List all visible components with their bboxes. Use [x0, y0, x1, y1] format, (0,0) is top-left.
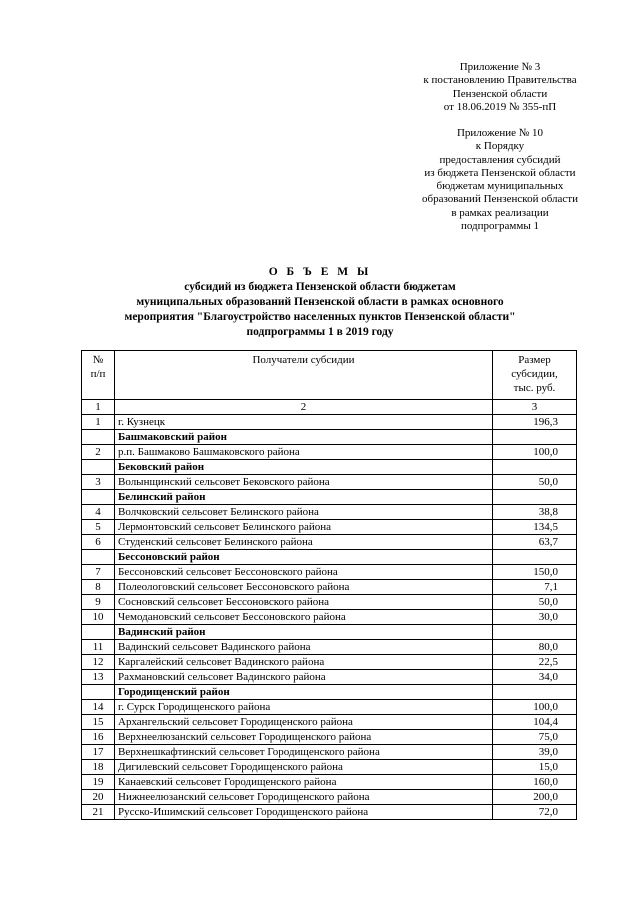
- table-row: [82, 595, 577, 610]
- row-recipient: Русско-Ишимский сельсовет Городищенского района: [115, 805, 493, 820]
- row-num: 19: [82, 775, 115, 790]
- appendix-line: в рамках реализации: [451, 206, 549, 219]
- title-line: субсидий из бюджета Пензенской области бюджетам: [184, 281, 456, 293]
- row-amount: 50,0: [493, 595, 577, 610]
- region-row: [82, 550, 577, 565]
- row-num: 5: [82, 520, 115, 535]
- row-amount: 200,0: [493, 790, 577, 805]
- table-row: [82, 775, 577, 790]
- row-amount: 15,0: [493, 760, 577, 775]
- row-num: 20: [82, 790, 115, 805]
- row-recipient: Сосновский сельсовет Бессоновского района: [115, 595, 493, 610]
- row-amount: 80,0: [493, 640, 577, 655]
- row-recipient: г. Сурск Городищенского района: [115, 700, 493, 715]
- region-name: Бековский район: [115, 460, 493, 475]
- row-amount: 7,1: [493, 580, 577, 595]
- row-amount: 63,7: [493, 535, 577, 550]
- region-row: [82, 460, 577, 475]
- table-row: [82, 760, 577, 775]
- appendix-line: образований Пензенской области: [421, 193, 578, 206]
- row-num: 11: [82, 640, 115, 655]
- title-line: подпрограммы 1 в 2019 году: [246, 326, 394, 338]
- row-amount: 22,5: [493, 655, 577, 670]
- row-recipient: Бессоновский сельсовет Бессоновского района: [115, 565, 493, 580]
- row-recipient: Лермонтовский сельсовет Белинского района: [115, 520, 493, 535]
- appendix-line: Пензенской области: [452, 87, 548, 100]
- header-amount-line: тыс. руб.: [513, 382, 556, 394]
- row-recipient: Верхнешкафтинский сельсовет Городищенского района: [115, 745, 493, 760]
- row-amount: 50,0: [493, 475, 577, 490]
- title-line: муниципальных образований Пензенской области в рамках основного: [136, 296, 504, 308]
- region-value-cell: [493, 550, 577, 565]
- table-row: [82, 700, 577, 715]
- row-amount: 38,8: [493, 505, 577, 520]
- row-recipient: Нижнеелюзанский сельсовет Городищенского района: [115, 790, 493, 805]
- region-num-cell: [82, 490, 115, 505]
- header-amount-line: субсидии,: [511, 368, 558, 380]
- row-amount: 100,0: [493, 445, 577, 460]
- row-recipient: г. Кузнецк: [115, 415, 493, 430]
- row-num: 16: [82, 730, 115, 745]
- row-amount: 196,3: [493, 415, 577, 430]
- row-amount: 150,0: [493, 565, 577, 580]
- table-row: [82, 730, 577, 745]
- region-name: Городищенский район: [115, 685, 493, 700]
- table-row: [82, 670, 577, 685]
- region-row: [82, 625, 577, 640]
- region-value-cell: [493, 460, 577, 475]
- row-num: 8: [82, 580, 115, 595]
- row-num: 13: [82, 670, 115, 685]
- row-num: 1: [82, 415, 115, 430]
- row-num: 21: [82, 805, 115, 820]
- index-cell: 2: [115, 400, 493, 415]
- row-amount: 39,0: [493, 745, 577, 760]
- row-recipient: Канаевский сельсовет Городищенского района: [115, 775, 493, 790]
- table-index-row: [82, 400, 577, 415]
- region-num-cell: [82, 430, 115, 445]
- table-row: [82, 610, 577, 625]
- header-num-line: №: [92, 354, 104, 366]
- appendix-line: Приложение № 10: [456, 127, 544, 139]
- row-num: 4: [82, 505, 115, 520]
- row-amount: 34,0: [493, 670, 577, 685]
- row-recipient: Чемодановский сельсовет Бессоновского района: [115, 610, 493, 625]
- header-num: [82, 351, 115, 400]
- appendix-3-block: [380, 61, 620, 114]
- region-value-cell: [493, 430, 577, 445]
- title-line: мероприятия "Благоустройство населенных пунктов Пензенской области": [124, 311, 516, 323]
- appendix-line: бюджетам муниципальных: [436, 180, 564, 193]
- appendix-line: Приложение № 3: [459, 61, 541, 73]
- table-row: [82, 640, 577, 655]
- table-row: [82, 565, 577, 580]
- row-recipient: р.п. Башмаково Башмаковского района: [115, 445, 493, 460]
- region-num-cell: [82, 685, 115, 700]
- row-num: 14: [82, 700, 115, 715]
- row-recipient: Архангельский сельсовет Городищенского района: [115, 715, 493, 730]
- region-value-cell: [493, 490, 577, 505]
- region-name: Вадинский район: [115, 625, 493, 640]
- header-amount: [493, 351, 577, 400]
- index-cell: 1: [82, 400, 115, 415]
- table-row: [82, 415, 577, 430]
- row-num: 12: [82, 655, 115, 670]
- region-num-cell: [82, 460, 115, 475]
- table-row: [82, 715, 577, 730]
- row-num: 18: [82, 760, 115, 775]
- region-name: Башмаковский район: [115, 430, 493, 445]
- row-num: 9: [82, 595, 115, 610]
- table-body: [82, 400, 577, 820]
- row-num: 3: [82, 475, 115, 490]
- row-num: 7: [82, 565, 115, 580]
- region-row: [82, 430, 577, 445]
- table-row: [82, 790, 577, 805]
- table-header-row: [82, 351, 577, 400]
- region-num-cell: [82, 625, 115, 640]
- table-row: [82, 535, 577, 550]
- region-value-cell: [493, 625, 577, 640]
- appendix-line: к Порядку: [475, 140, 525, 153]
- row-recipient: Рахмановский сельсовет Вадинского района: [115, 670, 493, 685]
- document-title: [60, 265, 580, 340]
- appendix-line: предоставления субсидий: [439, 153, 561, 166]
- title-heading: О Б Ъ Е М Ы: [268, 266, 372, 278]
- row-amount: 100,0: [493, 700, 577, 715]
- appendix-line: подпрограммы 1: [460, 220, 539, 233]
- row-recipient: Волынщинский сельсовет Бековского района: [115, 475, 493, 490]
- header-amount-line: Размер: [518, 354, 551, 366]
- row-amount: 134,5: [493, 520, 577, 535]
- table-row: [82, 520, 577, 535]
- appendix-10-block: [380, 127, 620, 233]
- row-recipient: Полеологовский сельсовет Бессоновского района: [115, 580, 493, 595]
- row-amount: 72,0: [493, 805, 577, 820]
- region-row: [82, 685, 577, 700]
- appendix-line: к постановлению Правительства: [423, 74, 577, 87]
- table-row: [82, 745, 577, 760]
- row-num: 2: [82, 445, 115, 460]
- region-num-cell: [82, 550, 115, 565]
- table-row: [82, 805, 577, 820]
- region-row: [82, 490, 577, 505]
- row-amount: 30,0: [493, 610, 577, 625]
- header-recipient: Получатели субсидии: [115, 351, 493, 400]
- row-recipient: Вадинский сельсовет Вадинского района: [115, 640, 493, 655]
- region-value-cell: [493, 685, 577, 700]
- index-cell: 3: [493, 400, 577, 415]
- row-num: 6: [82, 535, 115, 550]
- row-recipient: Верхнеелюзанский сельсовет Городищенского района: [115, 730, 493, 745]
- row-amount: 160,0: [493, 775, 577, 790]
- row-recipient: Студенский сельсовет Белинского района: [115, 535, 493, 550]
- row-num: 17: [82, 745, 115, 760]
- row-recipient: Дигилевский сельсовет Городищенского района: [115, 760, 493, 775]
- row-num: 10: [82, 610, 115, 625]
- appendix-line: из бюджета Пензенской области: [424, 166, 576, 179]
- table-row: [82, 445, 577, 460]
- subsidy-table: [81, 350, 577, 820]
- table-row: [82, 505, 577, 520]
- row-recipient: Каргалейский сельсовет Вадинского района: [115, 655, 493, 670]
- region-name: Бессоновский район: [115, 550, 493, 565]
- appendix-line: от 18.06.2019 № 355-пП: [443, 100, 557, 113]
- row-recipient: Волчковский сельсовет Белинского района: [115, 505, 493, 520]
- table-row: [82, 580, 577, 595]
- table-row: [82, 655, 577, 670]
- row-amount: 75,0: [493, 730, 577, 745]
- row-amount: 104,4: [493, 715, 577, 730]
- header-num-line: п/п: [90, 368, 106, 380]
- table-row: [82, 475, 577, 490]
- row-num: 15: [82, 715, 115, 730]
- region-name: Белинский район: [115, 490, 493, 505]
